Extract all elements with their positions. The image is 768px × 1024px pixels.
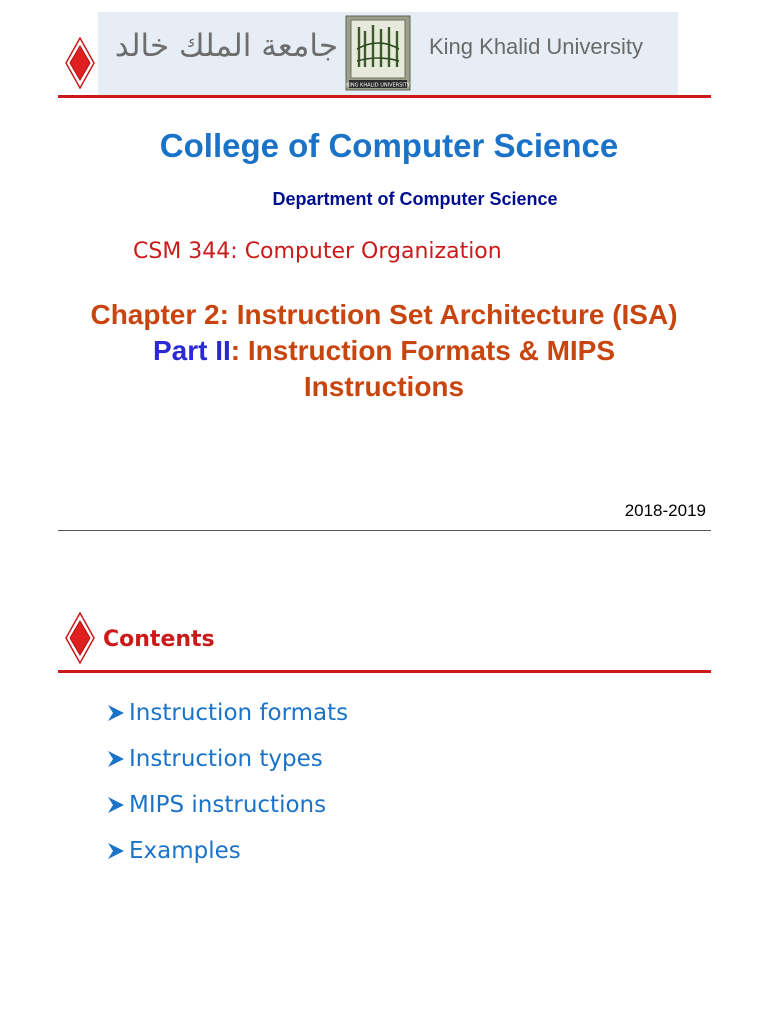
list-item: [105, 828, 348, 874]
arrowhead-bullet-icon: [105, 841, 127, 861]
university-banner: [98, 12, 678, 96]
list-item-text: MIPS instructions: [129, 792, 327, 818]
course-title: CSM 344: Computer Organization: [133, 239, 502, 264]
header-divider: [58, 95, 711, 98]
contents-heading: Contents: [103, 627, 215, 652]
chapter-heading: [0, 297, 768, 405]
university-name-arabic: جامعة الملك خالد: [114, 28, 338, 64]
list-item: [105, 690, 348, 736]
red-diamond-icon: [65, 37, 95, 89]
list-item-text: Instruction types: [129, 746, 323, 772]
list-item: [105, 736, 348, 782]
red-diamond-icon: [65, 612, 95, 664]
arrowhead-bullet-icon: [105, 795, 127, 815]
academic-year: 2018-2019: [624, 501, 706, 520]
part-separator: :: [230, 335, 241, 366]
arrowhead-bullet-icon: [105, 749, 127, 769]
contents-list: [105, 690, 348, 874]
list-item-text: Examples: [129, 838, 241, 864]
chapter-title: Chapter 2: Instruction Set Architecture (ISA): [90, 299, 678, 330]
university-seal-icon: [345, 15, 411, 91]
arrowhead-bullet-icon: [105, 703, 127, 723]
contents-divider: [58, 670, 711, 673]
list-item: [105, 782, 348, 828]
part-title: Instruction Formats & MIPS: [240, 335, 616, 366]
slide-footer-divider: [58, 530, 711, 531]
university-name-english: King Khalid University: [429, 34, 643, 59]
list-item-text: Instruction formats: [129, 700, 349, 726]
department-title: Department of Computer Science: [272, 189, 558, 209]
part-title-continued: Instructions: [303, 371, 465, 402]
seal-caption: KING KHALID UNIVERSITY: [346, 82, 410, 89]
part-title-line: [0, 333, 768, 369]
part-label: Part II: [152, 335, 231, 366]
college-title: College of Computer Science: [159, 127, 619, 164]
